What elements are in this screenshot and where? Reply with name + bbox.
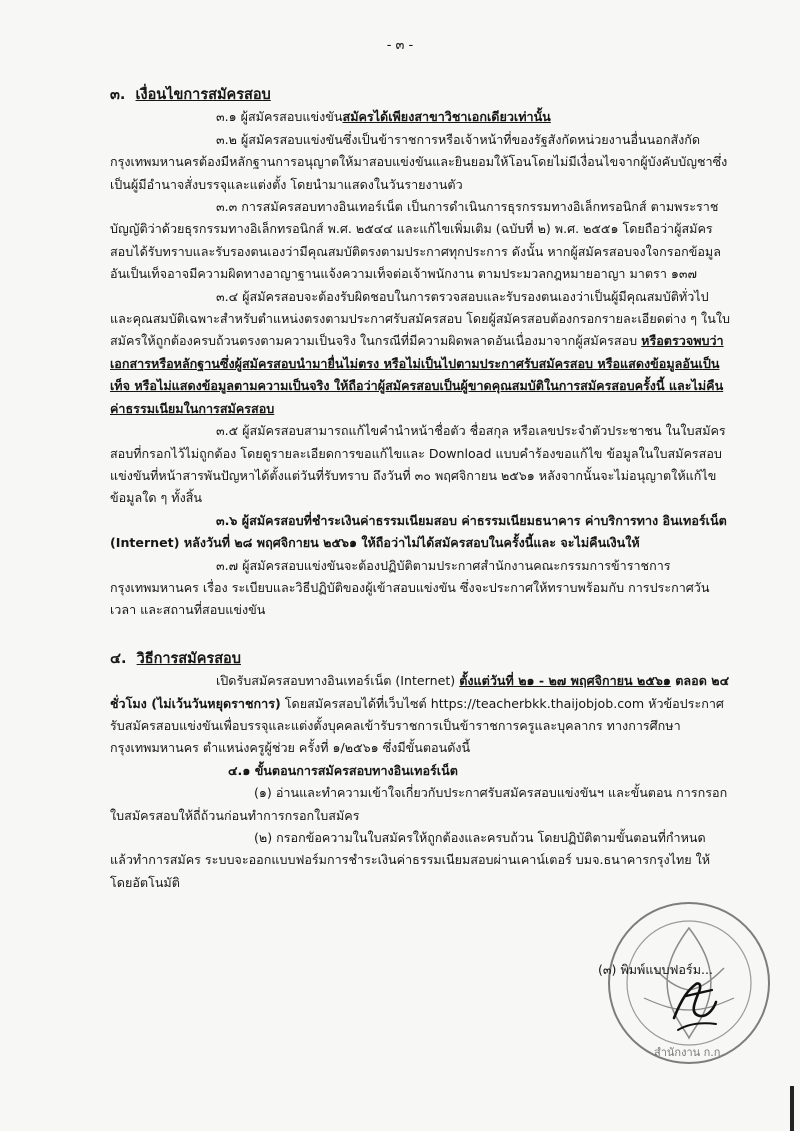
item-3-1 xyxy=(110,106,730,128)
edge-mark xyxy=(790,1086,794,1131)
sub-4-1-heading: ๔.๑ ขั้นตอนการสมัครสอบทางอินเทอร์เน็ต xyxy=(228,762,458,778)
item-3-4-emphasis: หรือตรวจพบว่าเอกสารหรือหลักฐานซึ่งผู้สมัครสอบนำมายื่นไม่ตรง หรือไม่เป็นไปตามประกาศรับสมัครสอบ หรือแสดงข้อมูลอันเป็นเท็จ หรือไม่แสดงข้อมูลตามความเป็นจริง ให้ถือว่าผู้สมัครสอบเป็นผู้ขาดคุณสมบัติในการสมัครสอบครั้งนี้ และไม่คืนค่าธรรมเนียมในการสมัครสอบ xyxy=(110,333,724,416)
item-3-4 xyxy=(110,286,730,420)
intro-dates: ตั้งแต่วันที่ ๒๑ - ๒๗ พฤศจิกายน ๒๕๖๑ xyxy=(459,673,671,689)
item-3-5: ๓.๕ ผู้สมัครสอบสามารถแก้ไขคำนำหน้าชื่อตัว ชื่อสกุล หรือเลขประจำตัวประชาชน ในใบสมัครสอบที่กรอกไว้ไม่ถูกต้อง โดยดูรายละเอียดการขอแก้ไขและ Download แบบคำร้องขอแก้ไข ข้อมูลในใบสมัครสอบแข่งขันที่หน้าสารพันปัญหาได้ตั้งแต่วันที่รับทราบ ถึงวันที่ ๓๐ พฤศจิกายน ๒๕๖๑ หลังจากนั้นจะไม่อนุญาตให้แก้ไขข้อมูลใด ๆ ทั้งสิ้น xyxy=(110,423,726,506)
section-4-title: วิธีการสมัครสอบ xyxy=(136,650,241,667)
section-3-title: เงื่อนไขการสมัครสอบ xyxy=(135,87,271,103)
intro-text-1: เปิดรับสมัครสอบทางอินเทอร์เน็ต (Internet) xyxy=(216,673,460,689)
intro-text-2: โดยสมัครสอบได้ที่เว็บไซต์ https://teacherbkk.thaijobjob.com หัวข้อประกาศรับสมัครสอบแข่งขันเพื่อบรรจุและแต่งตั้งบุคคลเข้ารับราชการเป็นข้าราชการครูและบุคลากร ทางการศึกษากรุงเทพมหานคร ตำแหน่งครูผู้ช่วย ครั้งที่ ๑/๒๕๖๑ ซึ่งมีขั้นตอนดังนี้ xyxy=(110,695,724,756)
item-3-3: ๓.๓ การสมัครสอบทางอินเทอร์เน็ต เป็นการดำเนินการธุรกรรมทางอิเล็กทรอนิกส์ ตามพระราชบัญญัติว่าด้วยธุรกรรมทางอิเล็กทรอนิกส์ พ.ศ. ๒๕๔๔ และแก้ไขเพิ่มเติม (ฉบับที่ ๒) พ.ศ. ๒๕๕๑ โดยถือว่าผู้สมัครสอบได้รับทราบและรับรองตนเองว่ามีคุณสมบัติตรงตามประกาศทุกประการ ดังนั้น หากผู้สมัครสอบจงใจกรอกข้อมูลอันเป็นเท็จอาจมีความผิดทางอาญาฐานแจ้งความเท็จต่อเจ้าพนักงาน ตามประมวลกฎหมายอาญา มาตรา ๑๓๗ xyxy=(110,199,721,282)
page-number: - ๓ - xyxy=(386,38,414,53)
item-3-2: ๓.๒ ผู้สมัครสอบแข่งขันซึ่งเป็นข้าราชการหรือเจ้าหน้าที่ของรัฐสังกัดหน่วยงานอื่นนอกสังกัดกรุงเทพมหานครต้องมีหลักฐานการอนุญาตให้มาสอบแข่งขันและยินยอมให้โอนโดยไม่มีเงื่อนไขจากผู้บังคับบัญชาซึ่งเป็นผู้มีอำนาจสั่งบรรจุและแต่งตั้ง โดยนำมาแสดงในวันรายงานตัว xyxy=(110,131,728,192)
section-4-intro xyxy=(110,670,730,760)
item-3-1-text: ๓.๑ ผู้สมัครสอบแข่งขัน xyxy=(216,109,343,125)
section-3-heading xyxy=(110,84,730,106)
continuation-note: (๓) พิมพ์แบบฟอร์ม... xyxy=(598,962,714,977)
intro-hours: ตลอด ๒๔ ชั่วโมง (ไม่เว้นวันหยุดราชการ) xyxy=(110,673,730,711)
document-body xyxy=(110,84,730,894)
item-3-7: ๓.๗ ผู้สมัครสอบแข่งขันจะต้องปฏิบัติตามประกาศสำนักงานคณะกรรมการข้าราชการ กรุงเทพมหานคร เรื่อง ระเบียบและวิธีปฏิบัติของผู้เข้าสอบแข่งขัน ซึ่งจะประกาศให้ทราบพร้อมกับ การประกาศวัน เวลา และสถานที่สอบแข่งขัน xyxy=(110,557,710,618)
section-3-number: ๓. xyxy=(110,87,126,103)
section-4-number: ๔. xyxy=(110,650,127,667)
section-4-heading xyxy=(110,648,730,670)
item-3-6: ๓.๖ ผู้สมัครสอบที่ชำระเงินค่าธรรมเนียมสอบ ค่าธรรมเนียมธนาคาร ค่าบริการทาง อินเทอร์เน็ต (Internet) หลังวันที่ ๒๘ พฤศจิกายน ๒๕๖๑ ให้ถือว่าไม่ได้สมัครสอบในครั้งนี้และ จะไม่คืนเงินให้ xyxy=(110,512,727,551)
item-3-4-text: ๓.๔ ผู้สมัครสอบจะต้องรับผิดชอบในการตรวจสอบและรับรองตนเองว่าเป็นผู้มีคุณสมบัติทั่วไปและคุณสมบัติเฉพาะสำหรับตำแหน่งตรงตามประกาศรับสมัครสอบ โดยผู้สมัครสอบต้องกรอกรายละเอียดต่าง ๆ ในใบสมัครให้ถูกต้องครบถ้วนตรงตามความเป็นจริง ในกรณีที่มีความผิดพลาดอันเนื่องมาจากผู้สมัครสอบ xyxy=(110,288,730,349)
step-1: (๑) อ่านและทำความเข้าใจเกี่ยวกับประกาศรับสมัครสอบแข่งขันฯ และขั้นตอน การกรอกใบสมัครสอบให้ถี่ถ้วนก่อนทำการกรอกใบสมัคร xyxy=(110,785,728,823)
step-2: (๒) กรอกข้อความในใบสมัครให้ถูกต้องและครบถ้วน โดยปฏิบัติตามขั้นตอนที่กำหนด แล้วทำการสมัคร ระบบจะออกแบบฟอร์มการชำระเงินค่าธรรมเนียมสอบผ่านเคาน์เตอร์ บมจ.ธนาคารกรุงไทย ให้โดยอัตโนมัติ xyxy=(110,830,711,890)
item-3-1-emphasis: สมัครได้เพียงสาขาวิชาเอกเดียวเท่านั้น xyxy=(342,109,551,125)
official-seal-icon xyxy=(604,898,774,1068)
seal-text: สำนักงาน ก.ก. xyxy=(654,1046,724,1059)
